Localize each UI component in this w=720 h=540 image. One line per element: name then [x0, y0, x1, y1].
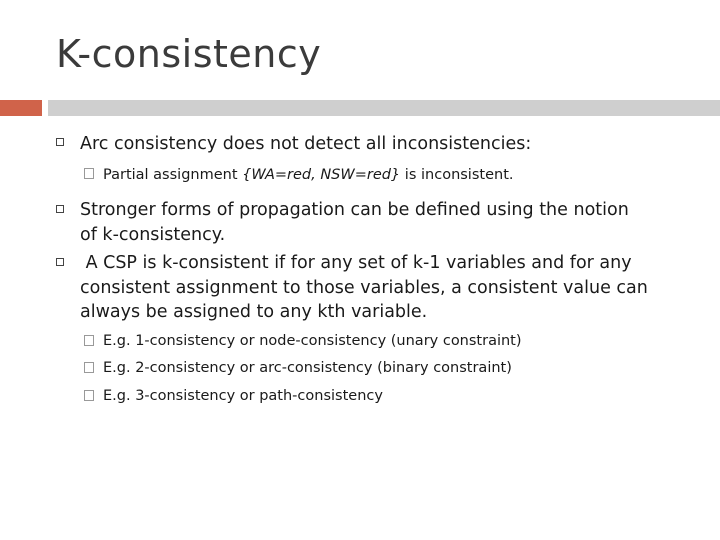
bullet-text-line: consistent assignment to those variables, a consistent value can [80, 277, 648, 298]
sub-bullet-emphasis: {WA=red, NSW=red} [242, 167, 401, 183]
bullet-text-line: always be assigned to any kth variable. [80, 302, 428, 322]
slide-title: K-consistency [56, 32, 322, 76]
square-bullet-icon [56, 258, 64, 266]
slide-content [56, 128, 696, 410]
sub-bullet-text: E.g. 1-consistency or node-consistency (unary constraint) [103, 332, 522, 349]
sub-bullet-3-consistency [56, 382, 696, 410]
title-divider-bar [48, 100, 720, 116]
title-accent-bar [0, 100, 42, 116]
bullet-stronger-forms [56, 198, 696, 248]
sub-bullet-box-icon [84, 390, 94, 401]
sub-bullet-1-consistency [56, 328, 696, 354]
bullet-k-consistent-definition [56, 251, 696, 325]
sub-bullet-box-icon [84, 362, 94, 373]
bullet-text-line: Stronger forms of propagation can be defined using the notion [80, 200, 629, 220]
sub-bullet-text-suffix: is inconsistent. [400, 167, 514, 183]
sub-bullet-text: E.g. 3-consistency or path-consistency [103, 387, 383, 404]
bullet-text-line: of k-consistency. [80, 225, 226, 245]
square-bullet-icon [56, 205, 64, 213]
sub-bullet-2-consistency [56, 354, 696, 382]
sub-bullet-text-prefix: Partial assignment [103, 167, 243, 183]
sub-bullet-box-icon [84, 168, 94, 179]
bullet-arc-consistency [56, 131, 696, 157]
square-bullet-icon [56, 138, 64, 146]
sub-bullet-text: E.g. 2-consistency or arc-consistency (binary constraint) [103, 359, 512, 376]
bullet-text-line: A CSP is k-consistent if for any set of k-1 variables and for any [80, 253, 632, 273]
bullet-text: Arc consistency does not detect all inconsistencies: [80, 134, 532, 154]
sub-bullet-box-icon [84, 335, 94, 346]
sub-bullet-partial-assignment [56, 164, 696, 186]
